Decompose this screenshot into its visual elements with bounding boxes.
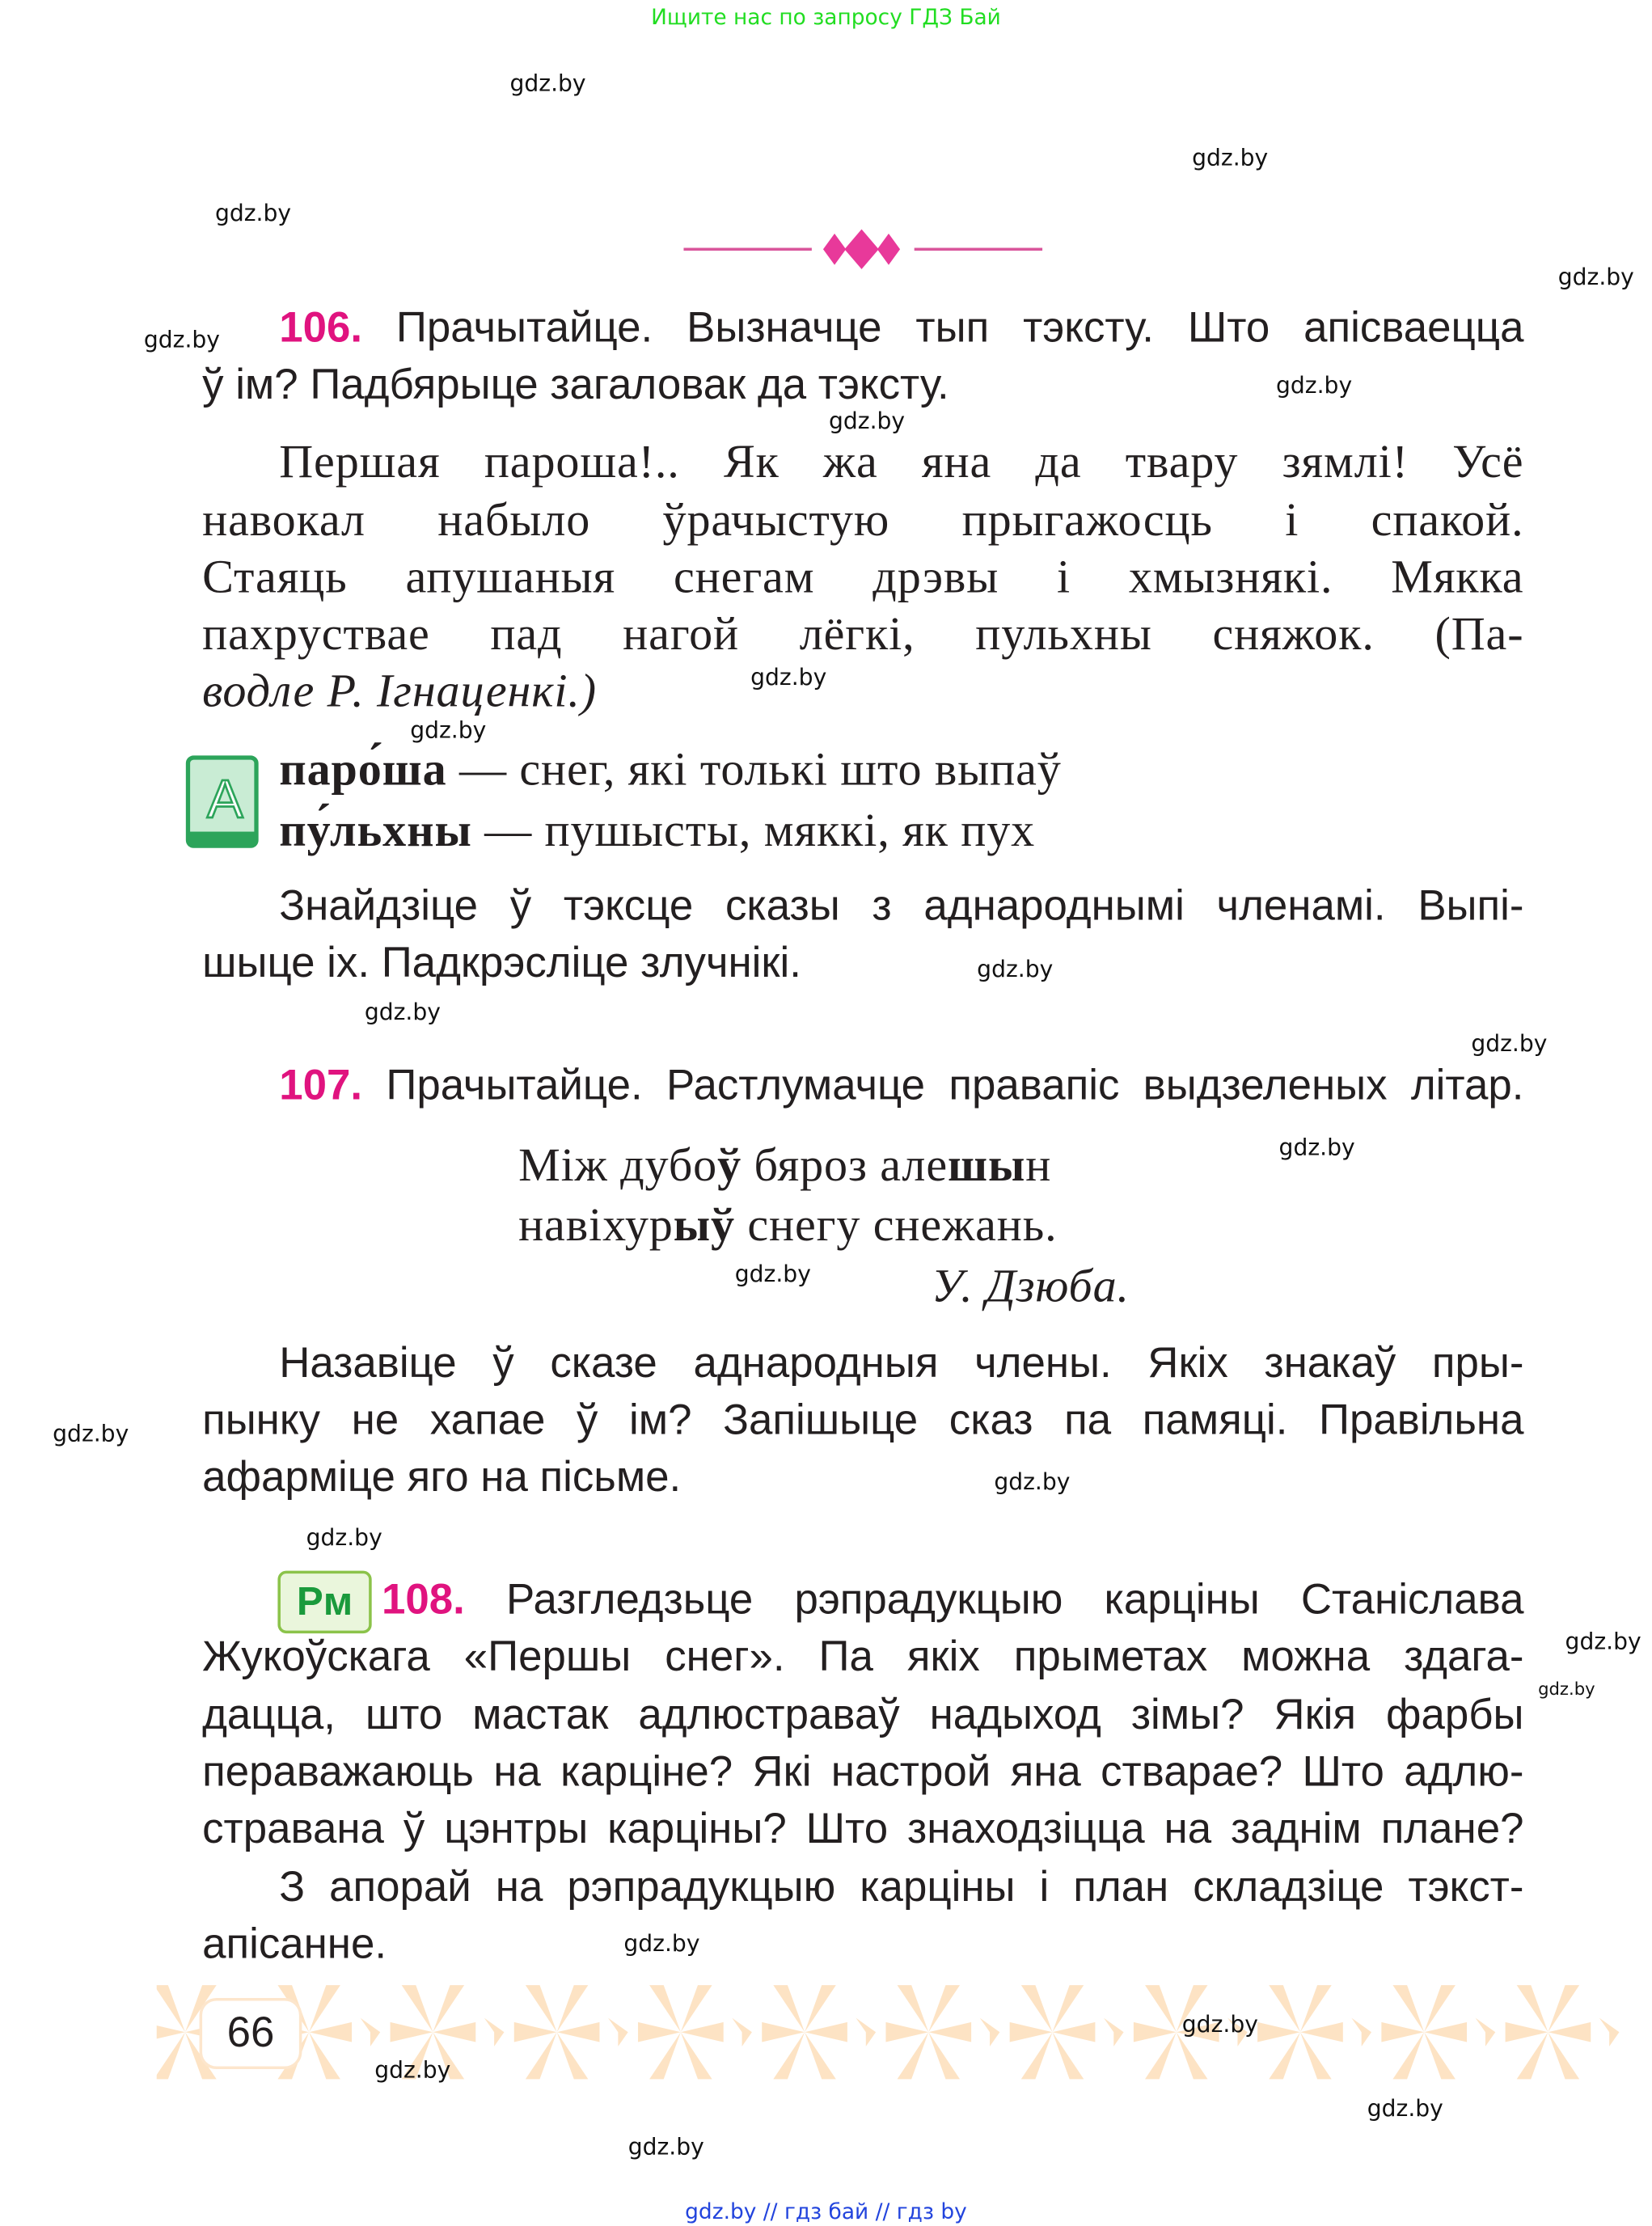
- exercise-106-instruction: 106. Прачытайце. Вызначце тып тэксту. Што апісваецца: [279, 304, 1524, 353]
- watermark: gdz.by: [623, 1929, 700, 1957]
- task-line: Знайдзіце ў тэксце сказы з аднароднымі членамі. Выпі-: [279, 882, 1524, 931]
- text-line: навокал набыло ўрачыстую прыгажосць і спакой.: [202, 495, 1524, 547]
- watermark: gdz.by: [53, 1419, 129, 1447]
- snowflake-ornament: [1257, 1985, 1371, 2079]
- section-divider-ornament: [683, 228, 1042, 271]
- exercise-number: 107.: [279, 1062, 363, 1109]
- watermark: gdz.by: [734, 1260, 811, 1288]
- exercise-108-instruction: 108. Разгледзьце рэпрадукцыю карціны Станіслава: [382, 1576, 1524, 1624]
- poem-line: Між дубоў бяроз алешын: [518, 1140, 1052, 1193]
- task-line: пераважаюць на карціне? Які настрой яна стварае? Што адлю-: [202, 1748, 1524, 1796]
- exercise-number: 106.: [279, 304, 363, 353]
- header-banner[interactable]: Ищите нас по запросу ГДЗ Бай: [651, 4, 1001, 30]
- watermark: gdz.by: [1276, 371, 1353, 399]
- exercise-107-instruction: 107. Прачытайце. Растлумачце правапіс выдзеленых літар.: [279, 1062, 1524, 1109]
- watermark: gdz.by: [1278, 1133, 1355, 1161]
- task-line: Назавіце ў сказе аднародныя члены. Якіх знакаў пры-: [279, 1340, 1524, 1388]
- watermark: gdz.by: [364, 998, 441, 1026]
- dictionary-book-icon: [185, 754, 260, 851]
- watermark: gdz.by: [1557, 263, 1634, 291]
- snowflake-ornament: [762, 1985, 876, 2079]
- watermark: gdz.by: [1181, 2010, 1258, 2038]
- task-line: шыце іх. Падкрэсліце злучнікі.: [202, 940, 801, 987]
- watermark: gdz.by: [1367, 2094, 1443, 2123]
- watermark: gdz.by: [306, 1523, 382, 1551]
- task-line: стравана ў цэнтры карціны? Што знаходзіцца на заднім плане?: [202, 1806, 1524, 1853]
- task-line: пынку не хапае ў ім? Запішыце сказ па памяці. Правільна: [202, 1396, 1524, 1444]
- watermark: gdz.by: [1471, 1029, 1548, 1057]
- watermark: gdz.by: [374, 2056, 451, 2084]
- task-line: дацца, што мастак адлюстраваў надыход зімы? Якія фарбы: [202, 1692, 1524, 1739]
- text-line: пахруствае пад нагой лёгкі, пульхны сняжок. (Па-: [202, 609, 1524, 661]
- snowflake-ornament: [1506, 1985, 1620, 2079]
- footer-banner[interactable]: gdz.by // гдз бай // гдз by: [685, 2199, 967, 2224]
- watermark: gdz.by: [509, 70, 586, 97]
- watermark: gdz.by: [627, 2133, 704, 2161]
- snowflake-ornament: [1010, 1985, 1124, 2079]
- watermark: gdz.by: [410, 716, 487, 744]
- task-line: апісанне.: [202, 1920, 387, 1968]
- text-line: Першая пароша!.. Як жа яна да твару зямлі! Усё: [279, 437, 1524, 489]
- poem-line: навіхурыў снегу снежань.: [518, 1200, 1058, 1252]
- text-line: водле Р. Ігнаценкі.): [202, 666, 597, 718]
- watermark: gdz.by: [1565, 1628, 1641, 1655]
- glossary-entry: паро́ша — снег, які толькі што выпаў: [279, 745, 1062, 796]
- task-line: Жукоўскага «Першы снег». Па якіх прыметах можна здага-: [202, 1633, 1524, 1681]
- watermark: gdz.by: [829, 407, 906, 435]
- watermark: gdz.by: [143, 326, 220, 353]
- watermark: gdz.by: [750, 663, 827, 691]
- snowflake-ornament: [638, 1985, 752, 2079]
- svg-text:А: А: [206, 768, 243, 830]
- speech-development-badge: Рм: [277, 1571, 371, 1633]
- snowflake-ornament: [885, 1985, 999, 2079]
- exercise-number: 108.: [382, 1576, 465, 1624]
- watermark: gdz.by: [977, 955, 1054, 983]
- watermark: gdz.by: [214, 199, 292, 227]
- text-line: Стаяць апушаныя снегам дрэвы і хмызнякі. Мякка: [202, 552, 1524, 604]
- snowflake-ornament: [1381, 1985, 1495, 2079]
- watermark: gdz.by: [1538, 1679, 1595, 1700]
- watermark: gdz.by: [1192, 143, 1269, 171]
- poem-author: У. Дзюба.: [931, 1261, 1130, 1313]
- task-line: З апорай на рэпрадукцыю карціны і план складзіце тэкст-: [279, 1864, 1524, 1911]
- snowflake-ornament: [514, 1985, 628, 2079]
- exercise-106-instruction-cont: ў ім? Падбярыце загаловак да тэксту.: [202, 361, 949, 409]
- page-number: 66: [200, 1998, 302, 2069]
- glossary-entry: пу́льхны — пушысты, мяккі, як пух: [279, 805, 1036, 858]
- task-line: афарміце яго на пісьме.: [202, 1454, 682, 1502]
- watermark: gdz.by: [994, 1468, 1071, 1496]
